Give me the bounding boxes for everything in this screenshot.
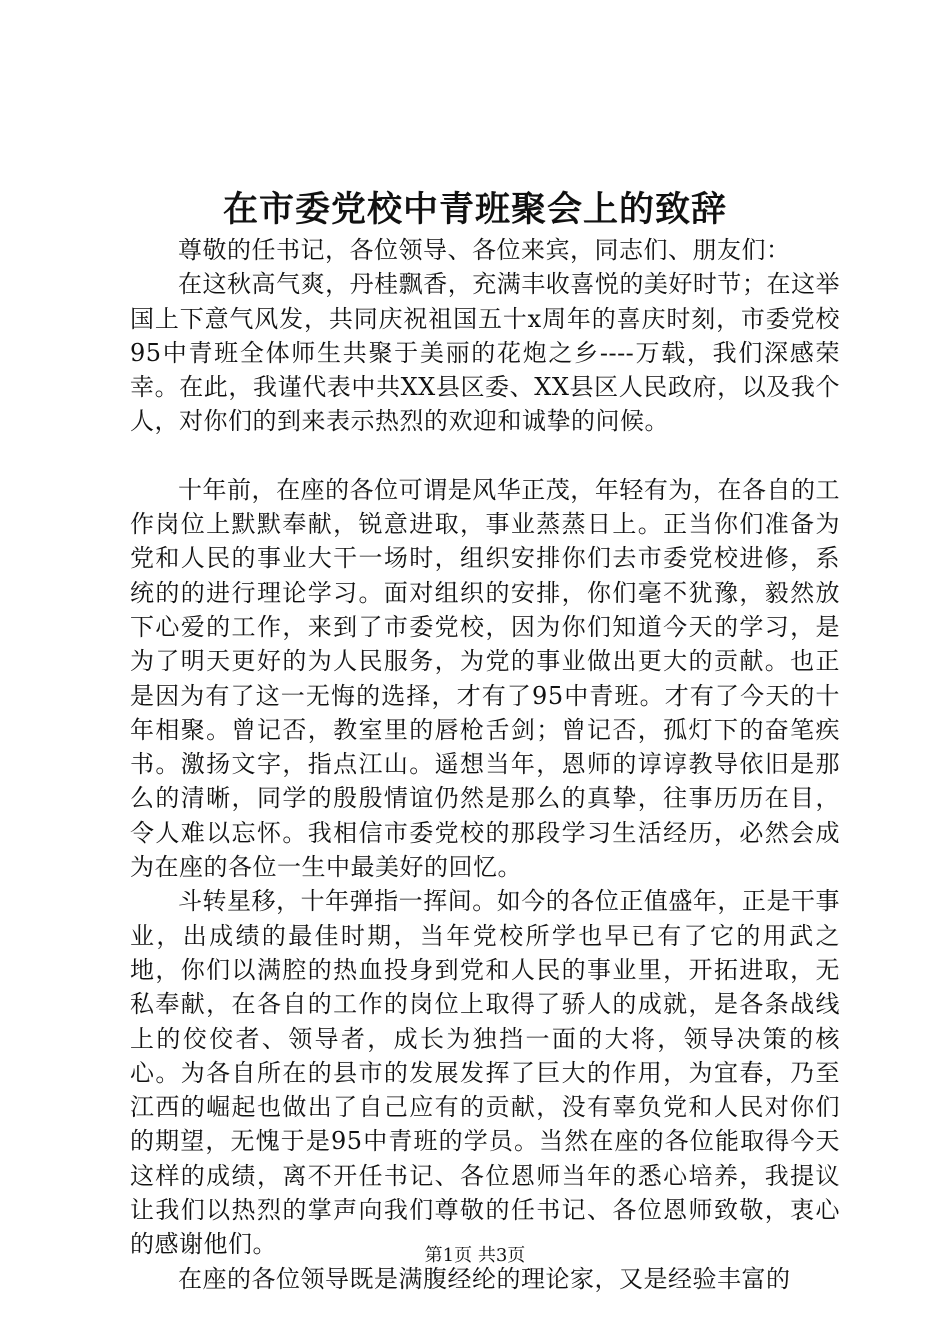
salutation: 尊敬的任书记，各位领导、各位来宾，同志们、朋友们：: [178, 236, 791, 264]
document-body: [130, 233, 840, 1296]
paragraph-gap: [130, 439, 840, 473]
paragraph-continuation: 在座的各位领导既是满腹经纶的理论家，又是经验丰富的: [178, 1264, 791, 1293]
page-number: 第1页 共3页: [424, 1245, 526, 1266]
paragraph-ten-years-ago: 十年前，在座的各位可谓是风华正茂，年轻有为，在各自的工作岗位上默默奉献，锐意进取，事业蒸蒸日上。正当你们准备为党和人民的事业大干一场时，组织安排你们去市委党校进修，系统的的进行理论学习。面对组织的安排，你们毫不犹豫，毅然放下心爱的工作，来到了市委党校，因为你们知道今天的学习，是为了明天更好的为人民服务，为党的事业做出更大的贡献。也正是因为有了这一无悔的选择，才有了95中青班。才有了今天的十年相聚。曾记否，教室里的唇枪舌剑；曾记否，孤灯下的奋笔疾书。激扬文字，指点江山。遥想当年，恩师的谆谆教导依旧是那么的清晰，同学的殷殷情谊仍然是那么的真挚，往事历历在目，令人难以忘怀。我相信市委党校的那段学习生活经历，必然会成为在座的各位一生中最美好的回忆。: [130, 475, 840, 882]
paragraph-achievements: 斗转星移，十年弹指一挥间。如今的各位正值盛年，正是干事业，出成绩的最佳时期，当年党校所学也早已有了它的用武之地，你们以满腔的热血投身到党和人民的事业里，开拓进取，无私奉献，在各自的工作的岗位上取得了骄人的成就，是各条战线上的佼佼者、领导者，成长为独挡一面的大将，领导决策的核心。为各自所在的县市的发展发挥了巨大的作用，为宜春，乃至江西的崛起也做出了自己应有的贡献，没有辜负党和人民对你们的期望，无愧于是95中青班的学员。当然在座的各位能取得今天这样的成绩，离不开任书记、各位恩师当年的悉心培养，我提议让我们以热烈的掌声向我们尊敬的任书记、各位恩师致敬，衷心的感谢他们。: [130, 887, 840, 1259]
paragraph-welcome: 在这秋高气爽，丹桂飘香，充满丰收喜悦的美好时节；在这举国上下意气风发，共同庆祝祖国五十x周年的喜庆时刻，市委党校95中青班全体师生共聚于美丽的花炮之乡----万载，我们深感荣幸。在此，我谨代表中共XX县区委、XX县区人民政府，以及我个人，对你们的到来表示热烈的欢迎和诚挚的问候。: [130, 270, 840, 436]
document-title: 在市委党校中青班聚会上的致辞: [222, 189, 727, 230]
